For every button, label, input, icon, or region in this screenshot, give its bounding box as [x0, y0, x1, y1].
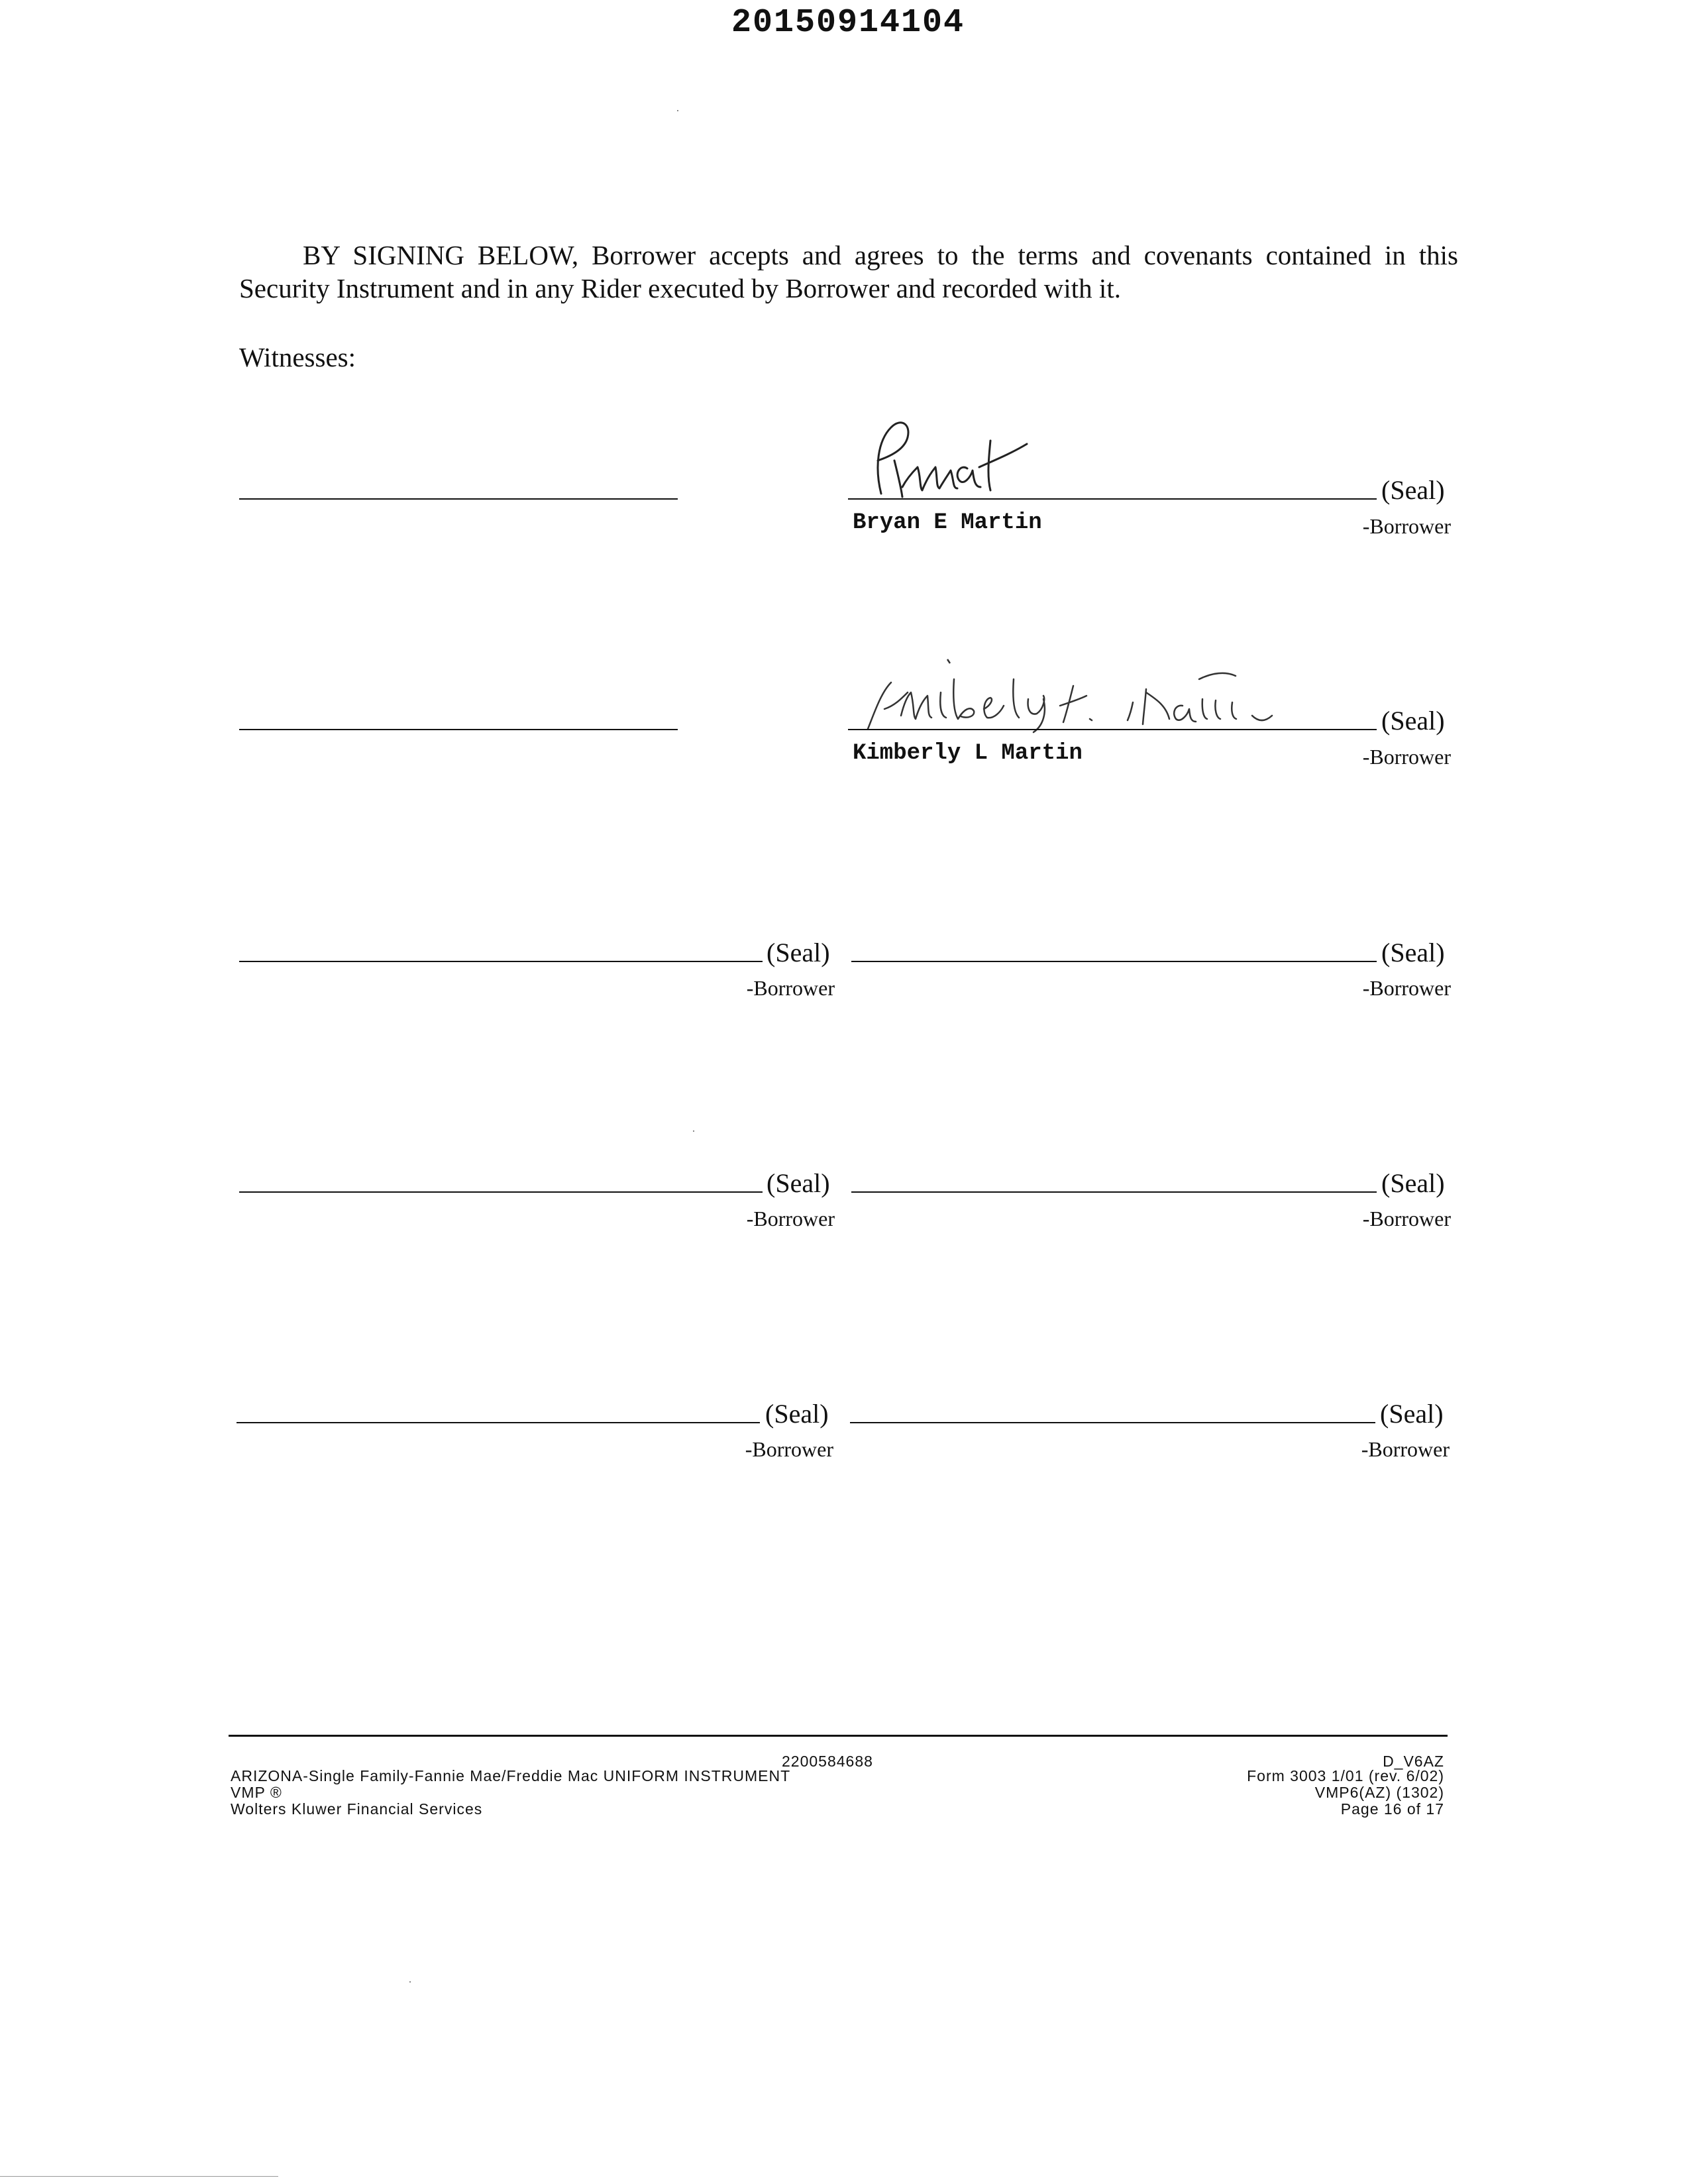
vmp-form-code: VMP6(AZ) (1302)	[1314, 1784, 1444, 1801]
seal-label: (Seal)	[1380, 1399, 1444, 1429]
margin-mark	[0, 2176, 278, 2177]
borrower-signature-line-6[interactable]	[851, 1191, 1377, 1193]
loan-number: 2200584688	[782, 1753, 873, 1770]
seal-label: (Seal)	[1381, 1168, 1445, 1198]
borrower-signature-line-1[interactable]	[848, 498, 1377, 500]
recording-number: 20150914104	[731, 4, 965, 42]
borrower-signature-line-2[interactable]	[848, 729, 1377, 730]
scan-speck	[409, 1981, 411, 1983]
borrower-name-1: Bryan E Martin	[853, 510, 1042, 535]
signature-kimberly-martin	[855, 653, 1378, 739]
doc-code: D_V6AZ	[1383, 1753, 1444, 1770]
seal-label: (Seal)	[767, 1168, 830, 1198]
borrower-signature-line-7[interactable]	[237, 1422, 760, 1423]
borrower-role: -Borrower	[745, 1437, 833, 1461]
borrower-signature-line-5[interactable]	[239, 1191, 763, 1193]
borrower-role: -Borrower	[1362, 976, 1451, 1000]
footer-rule	[229, 1735, 1448, 1737]
borrower-role: -Borrower	[746, 976, 835, 1000]
form-number: Form 3003 1/01 (rev. 6/02)	[1247, 1767, 1444, 1784]
page-number: Page 16 of 17	[1340, 1800, 1444, 1818]
instrument-title: ARIZONA-Single Family-Fannie Mae/Freddie Mac UNIFORM INSTRUMENT	[231, 1767, 791, 1784]
seal-label: (Seal)	[1381, 706, 1445, 736]
witness-signature-line-1[interactable]	[239, 498, 678, 500]
borrower-role: -Borrower	[1362, 1207, 1451, 1230]
borrower-name-2: Kimberly L Martin	[853, 741, 1083, 766]
borrower-role: -Borrower	[1362, 514, 1451, 538]
seal-label: (Seal)	[1381, 938, 1445, 967]
witnesses-label: Witnesses:	[239, 342, 356, 372]
borrower-signature-line-8[interactable]	[850, 1422, 1375, 1423]
scan-speck	[677, 110, 678, 111]
signing-statement: BY SIGNING BELOW, Borrower accepts and agrees to the terms and covenants contained in this Security Instrument and in any Rider executed by Borrower and recorded with it.	[239, 240, 1458, 303]
borrower-role: -Borrower	[1362, 745, 1451, 769]
signature-bryan-martin	[861, 414, 1100, 507]
borrower-signature-line-4[interactable]	[851, 961, 1377, 962]
publisher: Wolters Kluwer Financial Services	[231, 1800, 483, 1818]
seal-label: (Seal)	[1381, 475, 1445, 505]
scan-speck	[693, 1130, 694, 1132]
borrower-role: -Borrower	[1361, 1437, 1450, 1461]
vmp-mark: VMP ®	[231, 1784, 282, 1801]
seal-label: (Seal)	[767, 938, 830, 967]
witness-signature-line-2[interactable]	[239, 729, 678, 730]
borrower-signature-line-3[interactable]	[239, 961, 763, 962]
seal-label: (Seal)	[765, 1399, 829, 1429]
borrower-role: -Borrower	[746, 1207, 835, 1230]
